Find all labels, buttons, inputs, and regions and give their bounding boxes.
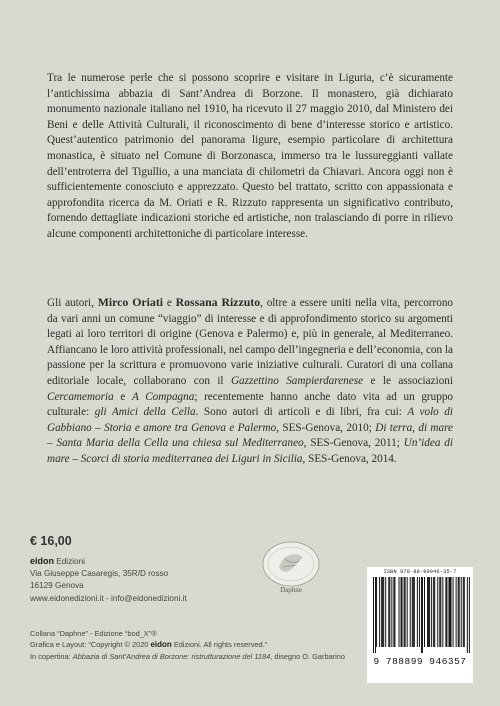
logo-label: Daphne bbox=[280, 586, 302, 594]
colophon bbox=[30, 628, 360, 662]
publisher-city: 16129 Genova bbox=[30, 581, 84, 591]
book-title-3: Un’idea di mare – Scorci di storia mediterranea dei Liguri in Sicilia bbox=[47, 437, 453, 465]
author-name-2: Rossana Rizzuto bbox=[175, 295, 261, 309]
barcode-icon bbox=[373, 577, 471, 655]
intro-paragraph: Tra le numerose perle che si possono scoprire e visitare in Liguria, c’è sicuramente l’antichissima abbazia di Sant’Andrea di Borzone. Il monastero, già dichiarato monumento nazionale italiano nel 1910, ha ricevuto il 27 maggio 2010, dal Ministero dei Beni e delle Attività Culturali, il riconoscimento di bene d’interesse storico e artistico. Quest’autentico patrimonio del panorama ligure, esempio particolare di architettura monastica, è situato nel Comune di Borzonasca, immerso tra le lussureggianti vallate dell’entroterra del Tigullio, a una manciata di chilometri da Chiavari. Ancora oggi non è sufficientemente conosciuto e apprezzato. Questo bel trattato, scritto con appassionata e approfondita ricerca da M. Oriati e R. Rizzuto rappresenta un significativo contributo, fornendo dettagliate indicazioni storiche ed artistiche, non tralasciando di porre in rilievo alcune componenti architettoniche di particolare interesse. bbox=[47, 72, 453, 240]
isbn-label: ISBN 978-88-99946-35-7 bbox=[383, 569, 457, 575]
publisher-web: www.eidonedizioni.it - info@eidonedizioni.it bbox=[30, 593, 187, 603]
colophon-series: Collana “Daphne” - Edizione “bod_X”® bbox=[30, 629, 157, 638]
publisher-brand: eidon bbox=[30, 556, 54, 566]
publisher-info: eidon Edizioni Via Giuseppe Casaregis, 35R/D rosso 16129 Genova www.eidonedizioni.it - info@eidonedizioni.it bbox=[30, 555, 230, 605]
publisher-address: Via Giuseppe Casaregis, 35R/D rosso bbox=[30, 569, 169, 579]
colophon-copyright: Grafica e Layout: “Copyright © 2020 eidon Edizioni. All rights reserved.” bbox=[30, 640, 268, 650]
author-name-1: Mirco Oriati bbox=[97, 295, 164, 309]
price: € 16,00 bbox=[30, 534, 72, 548]
colophon-cover-credit: In copertina: Abbazia di Sant’Andrea di Borzone: ristrutturazione del 1184, disegno O. Garbarino bbox=[30, 651, 346, 661]
magazine-title: Gazzettino Sampierdarenese bbox=[230, 374, 364, 387]
authors-paragraph: Gli autori, Mirco Oriati e Rossana Rizzuto, oltre a essere uniti nella vita, percorrono da vari anni un comune “viaggio” di interesse e di approfondimento storico su argomenti legati ai loro territori di origine (Genova e Palermo) e, più in generale, al Mediterraneo. Affiancano le loro attività professionali, nel campo dell’ingegneria e dell’economia, con la passione per la scrittura e promuovono varie iniziative culturali. Curatori di una collana editoriale locale, collaborano con il Gazzettino Sampierdarenese e le associazioni Cercamemoria e A Compagna; recentemente hanno anche dato vita ad un gruppo culturale: gli Amici della Cella. Sono autori di articoli e di libri, fra cui: A volo di Gabbiano – Storia e amore tra Genova e Palermo, SES-Genova, 2010; Di terra, di mare – Santa Maria della Cella una chiesa sul Mediterraneo, SES-Genova, 2011; Un’idea di mare – Scorci di storia mediterranea dei Liguri in Sicilia, SES-Genova, 2014. bbox=[47, 295, 454, 465]
book-title-2: Di terra, di mare – Santa Maria della Cella una chiesa sul Mediterraneo bbox=[47, 421, 454, 450]
isbn-number: 9 788899 946357 bbox=[373, 656, 467, 667]
book-title-1: A volo di Gabbiano – Storia e amore tra Genova e Palermo bbox=[47, 406, 453, 434]
